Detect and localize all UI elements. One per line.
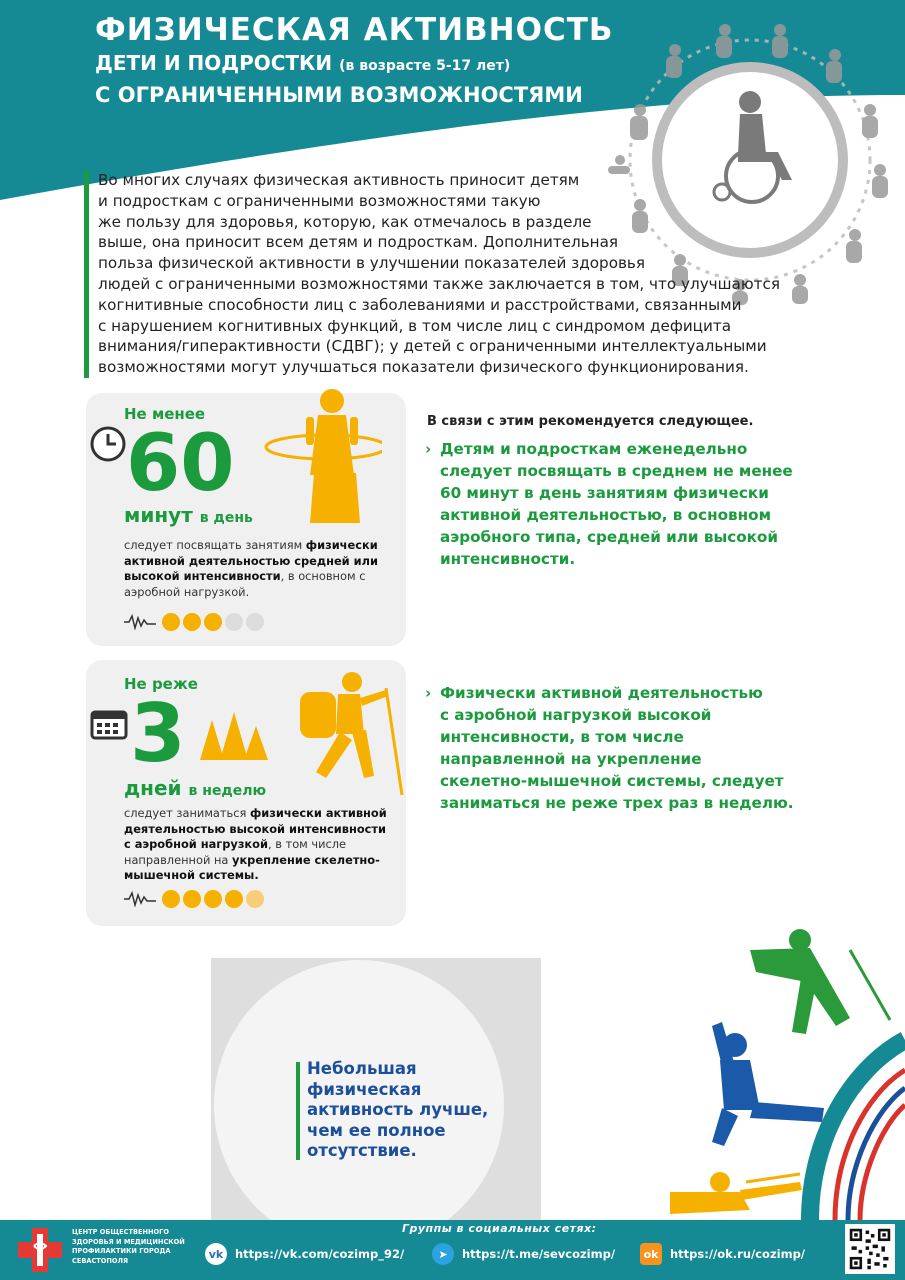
intensity-dot (225, 890, 243, 908)
card2-description: следует заниматься физически активной деятельностью высокой интенсивности с аэробной нагрузкой, в том числе направленной на укрепление скелетно-мышечной системы. (124, 806, 387, 882)
ok-url: https://ok.ru/cozimp/ (670, 1247, 806, 1261)
card2-unit-suffix: в неделю (188, 783, 267, 799)
card2-unit-main: дней (124, 776, 182, 800)
athletes-decoration-icon (650, 920, 905, 1220)
intensity-dot (204, 890, 222, 908)
intro-line: людей с ограниченными возможностями также заключается в том, что улучшаются (98, 274, 780, 293)
chevron-right-icon: › (425, 684, 432, 702)
intensity-dot (183, 890, 201, 908)
intensity-dot (183, 613, 201, 631)
recommendations-heading: В связи с этим рекомендуется следующее. (427, 414, 754, 429)
intro-line: выше, она приносит всем детям и подросткам. Дополнительная (98, 233, 619, 252)
clock-icon (89, 425, 127, 463)
intro-line: же пользу для здоровья, которую, как отмечалось в разделе (98, 212, 592, 231)
forest-trees-icon (198, 712, 268, 762)
footer (0, 1220, 905, 1280)
calendar-icon (90, 708, 128, 740)
card1-unit-suffix: в день (199, 510, 253, 526)
social-groups-label: Группы в социальных сетях: (402, 1222, 597, 1235)
ok-link[interactable] (640, 1243, 805, 1265)
card2-number: 3 (130, 687, 186, 780)
subtitle-age: (в возрасте 5-17 лет) (339, 58, 511, 74)
vk-icon: vk (205, 1243, 227, 1265)
card1-unit-main: минут (124, 503, 193, 527)
health-center-logo-icon (16, 1226, 64, 1274)
vk-url: https://vk.com/cozimp_92/ (235, 1247, 405, 1261)
intro-line: с нарушением когнитивных функций, в том числе лиц с синдромом дефицита (98, 316, 732, 335)
pulse-wave-icon (124, 614, 156, 630)
card-3-days (86, 660, 406, 926)
header (95, 12, 655, 109)
telegram-link[interactable] (432, 1243, 615, 1265)
chevron-right-icon: › (425, 440, 432, 458)
intro-line: Во многих случаях физическая активность приносит детям (98, 171, 580, 189)
card2-prefix: Не реже (124, 675, 198, 693)
card2-intensity-meter (124, 890, 264, 908)
subtitle-main: ДЕТИ И ПОДРОСТКИ (95, 51, 333, 75)
vk-link[interactable] (205, 1243, 404, 1265)
intensity-dot (204, 613, 222, 631)
quote-text: Небольшая физическая активность лучше, чем ее полное отсутствие. (307, 1059, 489, 1160)
intro-line: когнитивные способности лиц с заболеваниями и расстройствами, связанными (98, 295, 742, 314)
quote-accent-bar (296, 1062, 300, 1160)
card1-unit (124, 503, 253, 527)
organization-name: ЦЕНТР ОБЩЕСТВЕННОГО ЗДОРОВЬЯ И МЕДИЦИНСКОЙ ПРОФИЛАКТИКИ ГОРОДА СЕВАСТОПОЛЯ (72, 1228, 185, 1265)
intensity-dot (162, 613, 180, 631)
pulse-wave-icon (124, 891, 156, 907)
page-subtitle (95, 50, 655, 79)
recommendation-2: › Физически активной деятельностью с аэробной нагрузкой высокой интенсивности, в том числе направленной на укрепление скелетно-мышечной системы, следует заниматься не реже трех раз в неделю. (425, 684, 794, 812)
card-60-minutes (86, 393, 406, 646)
intro-accent-bar (84, 170, 89, 378)
intensity-dot (246, 613, 264, 631)
intensity-dot (225, 613, 243, 631)
qr-code-icon[interactable] (845, 1224, 895, 1274)
intro-line: внимания/гиперактивности (СДВГ); у детей с ограниченными интеллектуальными (98, 337, 767, 356)
telegram-url: https://t.me/sevcozimp/ (462, 1247, 616, 1261)
hula-hoop-figure-icon (262, 387, 382, 527)
hiker-figure-icon (294, 670, 404, 800)
subtitle-line2: С ОГРАНИЧЕННЫМИ ВОЗМОЖНОСТЯМИ (95, 83, 583, 107)
card1-intensity-meter (124, 613, 264, 631)
intensity-dot (246, 890, 264, 908)
recommendation-1: › Детям и подросткам еженедельно следует посвящать в среднем не менее 60 минут в день занятиям физически активной деятельностью, в основном аэробного типа, средней или высокой интенсивности. (425, 440, 793, 568)
card1-description: следует посвящать занятиям физически активной деятельностью средней или высокой интенсивности, в основном с аэробной нагрузкой. (124, 538, 378, 599)
card1-prefix: Не менее (124, 405, 206, 423)
intensity-dot (162, 890, 180, 908)
intro-line: польза физической активности в улучшении показателей здоровья (98, 254, 646, 273)
page-title: ФИЗИЧЕСКАЯ АКТИВНОСТЬ (95, 12, 614, 48)
card2-unit (124, 776, 266, 800)
intro-paragraph (98, 170, 798, 378)
telegram-icon: ➤ (432, 1243, 454, 1265)
intro-line: возможностями могут улучшаться показатели физического функционирования. (98, 358, 749, 377)
odnoklassniki-icon: ok (640, 1243, 662, 1265)
card1-number: 60 (126, 419, 235, 509)
intro-line: и подросткам с ограниченными возможностями такую (98, 191, 541, 210)
